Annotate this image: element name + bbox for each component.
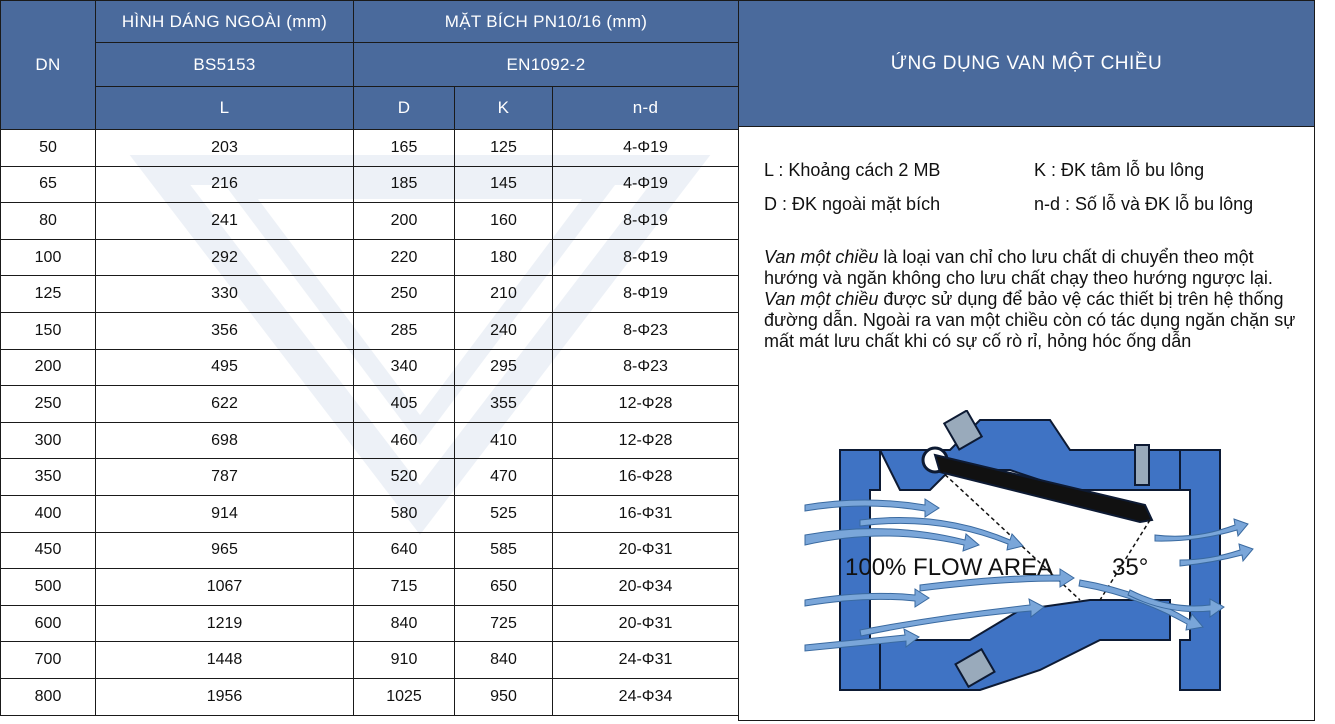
- cell-k: 525: [455, 495, 553, 532]
- cell-k: 240: [455, 312, 553, 349]
- cell-dn: 600: [1, 605, 96, 642]
- cell-dn: 500: [1, 569, 96, 606]
- cell-dn: 150: [1, 312, 96, 349]
- cell-d: 405: [354, 386, 455, 423]
- cell-l: 698: [96, 422, 354, 459]
- cell-k: 585: [455, 532, 553, 569]
- cell-nd: 8-Φ19: [553, 276, 739, 313]
- description: [764, 247, 1304, 352]
- cell-nd: 8-Φ19: [553, 203, 739, 240]
- cell-l: 216: [96, 166, 354, 203]
- cell-dn: 50: [1, 130, 96, 167]
- header-flange: MẶT BÍCH PN10/16 (mm): [354, 1, 739, 43]
- cell-l: 495: [96, 349, 354, 386]
- cell-dn: 80: [1, 203, 96, 240]
- cell-dn: 250: [1, 386, 96, 423]
- cell-k: 125: [455, 130, 553, 167]
- description-paragraph-1: [764, 247, 1304, 289]
- cell-l: 356: [96, 312, 354, 349]
- cell-nd: 8-Φ23: [553, 312, 739, 349]
- table-row: [1, 495, 739, 532]
- cell-d: 340: [354, 349, 455, 386]
- legend-l: L : Khoảng cách 2 MB: [764, 159, 941, 180]
- cell-nd: 24-Φ34: [553, 678, 739, 715]
- cell-d: 250: [354, 276, 455, 313]
- cell-l: 1956: [96, 678, 354, 715]
- cell-d: 640: [354, 532, 455, 569]
- cell-dn: 100: [1, 239, 96, 276]
- cell-l: 1448: [96, 642, 354, 679]
- cell-l: 914: [96, 495, 354, 532]
- cell-d: 910: [354, 642, 455, 679]
- table-row: [1, 166, 739, 203]
- cell-l: 292: [96, 239, 354, 276]
- cell-dn: 800: [1, 678, 96, 715]
- cell-dn: 350: [1, 459, 96, 496]
- table-row: [1, 422, 739, 459]
- cell-k: 180: [455, 239, 553, 276]
- table-row: [1, 678, 739, 715]
- cell-dn: 200: [1, 349, 96, 386]
- cell-nd: 24-Φ31: [553, 642, 739, 679]
- legend-nd: n-d : Số lỗ và ĐK lỗ bu lông: [1034, 193, 1254, 214]
- cell-d: 165: [354, 130, 455, 167]
- table-row: [1, 642, 739, 679]
- header-outer-shape: HÌNH DÁNG NGOÀI (mm): [96, 1, 354, 43]
- cell-dn: 400: [1, 495, 96, 532]
- cell-d: 285: [354, 312, 455, 349]
- application-header: ỨNG DỤNG VAN MỘT CHIỀU: [738, 0, 1315, 127]
- cell-dn: 450: [1, 532, 96, 569]
- cell-nd: 8-Φ23: [553, 349, 739, 386]
- cell-nd: 20-Φ31: [553, 532, 739, 569]
- cell-k: 470: [455, 459, 553, 496]
- cell-k: 840: [455, 642, 553, 679]
- table-row: [1, 349, 739, 386]
- cell-k: 725: [455, 605, 553, 642]
- description-term-1: Van một chiều: [764, 247, 879, 267]
- cell-k: 650: [455, 569, 553, 606]
- header-col-d: D: [354, 87, 455, 130]
- legend-d: D : ĐK ngoài mặt bích: [764, 193, 941, 214]
- table-row: [1, 532, 739, 569]
- header-dn: DN: [1, 1, 96, 130]
- cell-nd: 16-Φ28: [553, 459, 739, 496]
- table-body: [1, 130, 739, 716]
- valve-body-bottom: [880, 600, 1170, 690]
- angle-label: 35°: [1112, 554, 1149, 581]
- table-row: [1, 386, 739, 423]
- cell-d: 1025: [354, 678, 455, 715]
- cell-dn: 300: [1, 422, 96, 459]
- cell-dn: 700: [1, 642, 96, 679]
- bolt-right: [1135, 445, 1149, 485]
- cell-d: 220: [354, 239, 455, 276]
- table-row: [1, 605, 739, 642]
- cell-nd: 12-Φ28: [553, 422, 739, 459]
- table-row: [1, 239, 739, 276]
- cell-k: 145: [455, 166, 553, 203]
- cell-dn: 65: [1, 166, 96, 203]
- cell-nd: 4-Φ19: [553, 130, 739, 167]
- cell-k: 210: [455, 276, 553, 313]
- table-row: [1, 130, 739, 167]
- header-col-k: K: [455, 87, 553, 130]
- header-col-l: L: [96, 87, 354, 130]
- table-row: [1, 203, 739, 240]
- check-valve-diagram: [800, 410, 1260, 710]
- table-row: [1, 276, 739, 313]
- cell-nd: 20-Φ31: [553, 605, 739, 642]
- valve-right-flange: [1180, 450, 1220, 690]
- cell-d: 520: [354, 459, 455, 496]
- table-row: [1, 312, 739, 349]
- cell-l: 787: [96, 459, 354, 496]
- cell-d: 460: [354, 422, 455, 459]
- legend: [764, 153, 1304, 221]
- cell-d: 840: [354, 605, 455, 642]
- cell-l: 330: [96, 276, 354, 313]
- cell-nd: 4-Φ19: [553, 166, 739, 203]
- cell-l: 203: [96, 130, 354, 167]
- cell-l: 1219: [96, 605, 354, 642]
- table-row: [1, 569, 739, 606]
- description-term-2: Van một chiều: [764, 289, 879, 309]
- cell-k: 410: [455, 422, 553, 459]
- cell-k: 950: [455, 678, 553, 715]
- description-paragraph-2: [764, 289, 1304, 352]
- cell-l: 622: [96, 386, 354, 423]
- cell-k: 160: [455, 203, 553, 240]
- description-text-1: là loại van chỉ cho lưu chất di chuyển theo một hướng và ngăn không cho lưu chất chạy theo hướng ngược lại.: [764, 247, 1273, 288]
- cell-d: 580: [354, 495, 455, 532]
- cell-d: 185: [354, 166, 455, 203]
- header-bs-standard: BS5153: [96, 43, 354, 87]
- flow-area-label: 100% FLOW AREA: [845, 554, 1054, 581]
- cell-nd: 20-Φ34: [553, 569, 739, 606]
- cell-nd: 12-Φ28: [553, 386, 739, 423]
- cell-nd: 8-Φ19: [553, 239, 739, 276]
- cell-nd: 16-Φ31: [553, 495, 739, 532]
- cell-k: 355: [455, 386, 553, 423]
- header-en-standard: EN1092-2: [354, 43, 739, 87]
- cell-dn: 125: [1, 276, 96, 313]
- cell-l: 965: [96, 532, 354, 569]
- cell-d: 715: [354, 569, 455, 606]
- legend-k: K : ĐK tâm lỗ bu lông: [1034, 159, 1205, 180]
- cell-d: 200: [354, 203, 455, 240]
- cell-l: 1067: [96, 569, 354, 606]
- cell-k: 295: [455, 349, 553, 386]
- header-col-nd: n-d: [553, 87, 739, 130]
- cell-l: 241: [96, 203, 354, 240]
- table-row: [1, 459, 739, 496]
- description-text-2: được sử dụng để bảo vệ các thiết bị trên hệ thống đường dẫn. Ngoài ra van một chiều còn có tác dụng ngăn chặn sự mất mát lưu chất khi có sự cố rò rỉ, hỏng hóc ống dẫn: [764, 289, 1296, 351]
